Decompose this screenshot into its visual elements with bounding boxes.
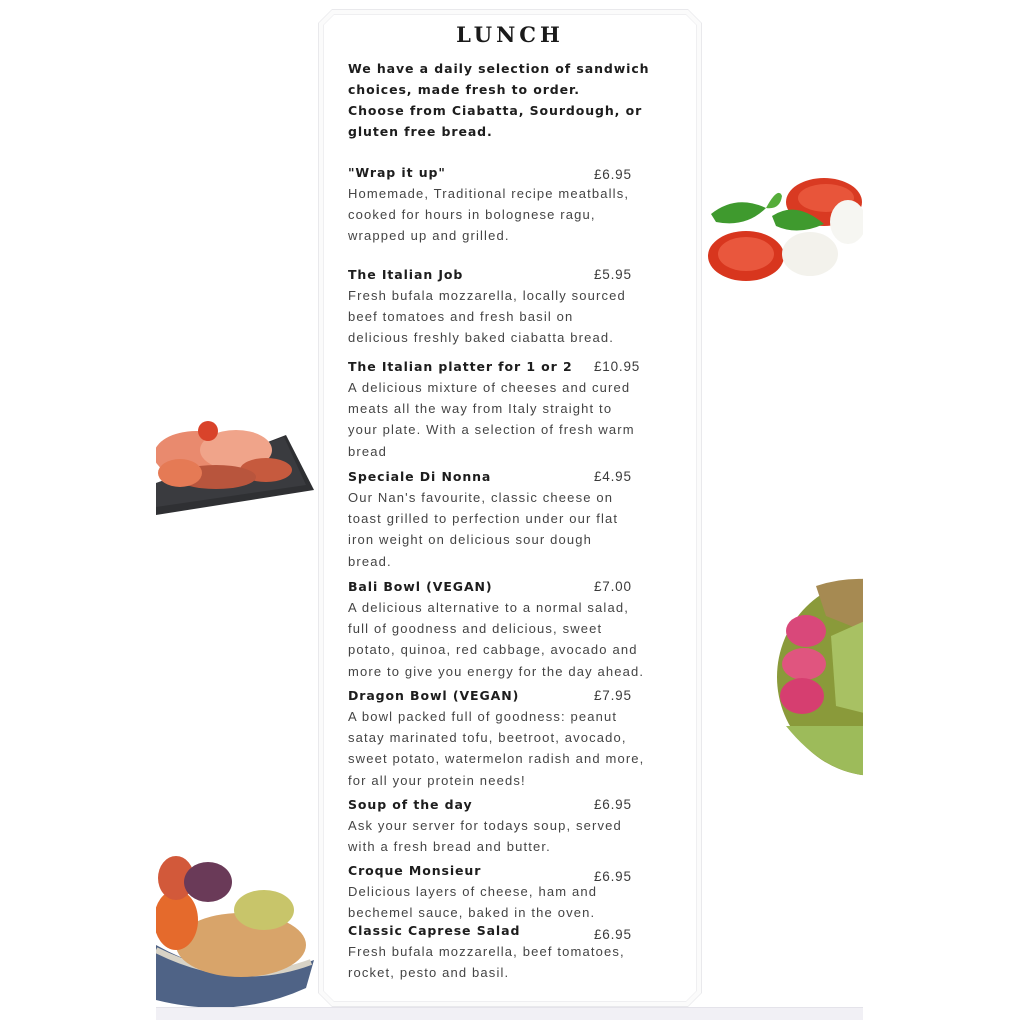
item-name: Dragon Bowl (VEGAN)	[348, 688, 520, 703]
intro-line: We have a daily selection of sandwich	[348, 61, 650, 76]
description-line: full of goodness and delicious, sweet	[348, 621, 603, 637]
item-name: The Italian Job	[348, 267, 464, 282]
description-line: Fresh bufala mozzarella, beef tomatoes,	[348, 944, 625, 959]
description-line: delicious freshly baked ciabatta bread.	[348, 330, 614, 346]
item-description	[348, 881, 683, 923]
description-line: bread	[348, 443, 387, 459]
description-line: A delicious alternative to a normal salad,	[348, 600, 629, 615]
item-price: £4.95	[594, 469, 632, 484]
item-description	[348, 597, 683, 682]
menu-item-italian-platter	[348, 357, 683, 462]
caprese-image-icon	[706, 176, 863, 286]
item-name: The Italian platter for 1 or 2	[348, 359, 573, 374]
item-price: £7.95	[594, 688, 632, 703]
menu-item-soup-of-the-day	[348, 795, 683, 857]
menu-item-classic-caprese-salad	[348, 921, 683, 983]
menu-item-wrap-it-up	[348, 163, 683, 247]
description-line: Homemade, Traditional recipe meatballs,	[348, 186, 630, 201]
menu-item-bali-bowl	[348, 577, 683, 682]
item-price: £6.95	[594, 927, 632, 942]
item-price: £6.95	[594, 797, 632, 812]
dragon-bowl-photo	[776, 576, 863, 778]
item-name: Soup of the day	[348, 797, 473, 812]
intro-line: gluten free bread.	[348, 124, 493, 139]
menu-intro	[348, 58, 678, 142]
item-description	[348, 183, 683, 247]
description-line: sweet potato, watermelon radish and more,	[348, 751, 645, 767]
platter-image-icon	[156, 415, 314, 517]
item-price: £7.00	[594, 579, 632, 594]
dragon-bowl-image-icon	[776, 576, 863, 778]
intro-line: Choose from Ciabatta, Sourdough, or	[348, 103, 643, 118]
bali-bowl-image-icon	[156, 850, 316, 1008]
description-line: toast grilled to perfection under our flat	[348, 511, 619, 527]
item-description	[348, 815, 683, 857]
bali-bowl-photo	[156, 850, 316, 1008]
item-price: £6.95	[594, 869, 632, 884]
description-line: rocket, pesto and basil.	[348, 965, 510, 981]
menu-item-dragon-bowl	[348, 686, 683, 791]
description-line: beef tomatoes and fresh basil on	[348, 309, 574, 325]
description-line: with a fresh bread and butter.	[348, 839, 551, 855]
item-description	[348, 941, 683, 983]
item-description	[348, 706, 683, 791]
item-name: Speciale Di Nonna	[348, 469, 492, 484]
menu-item-italian-job	[348, 265, 683, 349]
item-name: "Wrap it up"	[348, 165, 446, 180]
description-line: satay marinated tofu, beetroot, avocado,	[348, 730, 627, 746]
item-description	[348, 487, 683, 572]
menu-item-speciale-di-nonna	[348, 467, 683, 572]
menu-item-croque-monsieur	[348, 861, 683, 923]
item-name: Croque Monsieur	[348, 863, 482, 878]
item-description	[348, 377, 683, 462]
description-line: Delicious layers of cheese, ham and	[348, 884, 598, 899]
platter-photo	[156, 415, 314, 517]
description-line: cooked for hours in bolognese ragu,	[348, 207, 596, 223]
description-line: Ask your server for todays soup, served	[348, 818, 622, 833]
description-line: bread.	[348, 553, 392, 569]
description-line: iron weight on delicious sour dough	[348, 532, 593, 548]
description-line: Fresh bufala mozzarella, locally sourced	[348, 288, 626, 303]
description-line: more to give you energy for the day ahead.	[348, 663, 645, 679]
item-price: £10.95	[594, 359, 641, 374]
intro-line: choices, made fresh to order.	[348, 82, 580, 97]
description-line: bechemel sauce, baked in the oven.	[348, 905, 596, 921]
menu-title: LUNCH	[456, 22, 564, 47]
description-line: your plate. With a selection of fresh warm	[348, 422, 635, 438]
description-line: meats all the way from Italy straight to	[348, 401, 613, 417]
item-price: £6.95	[594, 167, 632, 182]
item-name: Bali Bowl (VEGAN)	[348, 579, 493, 594]
description-line: potato, quinoa, red cabbage, avocado and	[348, 642, 638, 658]
description-line: wrapped up and grilled.	[348, 228, 510, 244]
caprese-photo	[706, 176, 863, 286]
description-line: Our Nan's favourite, classic cheese on	[348, 490, 614, 505]
description-line: for all your protein needs!	[348, 772, 526, 788]
description-line: A delicious mixture of cheeses and cured	[348, 380, 631, 395]
bottom-bar	[156, 1007, 863, 1020]
item-description	[348, 285, 683, 349]
description-line: A bowl packed full of goodness: peanut	[348, 709, 618, 724]
item-name: Classic Caprese Salad	[348, 923, 521, 938]
item-price: £5.95	[594, 267, 632, 282]
